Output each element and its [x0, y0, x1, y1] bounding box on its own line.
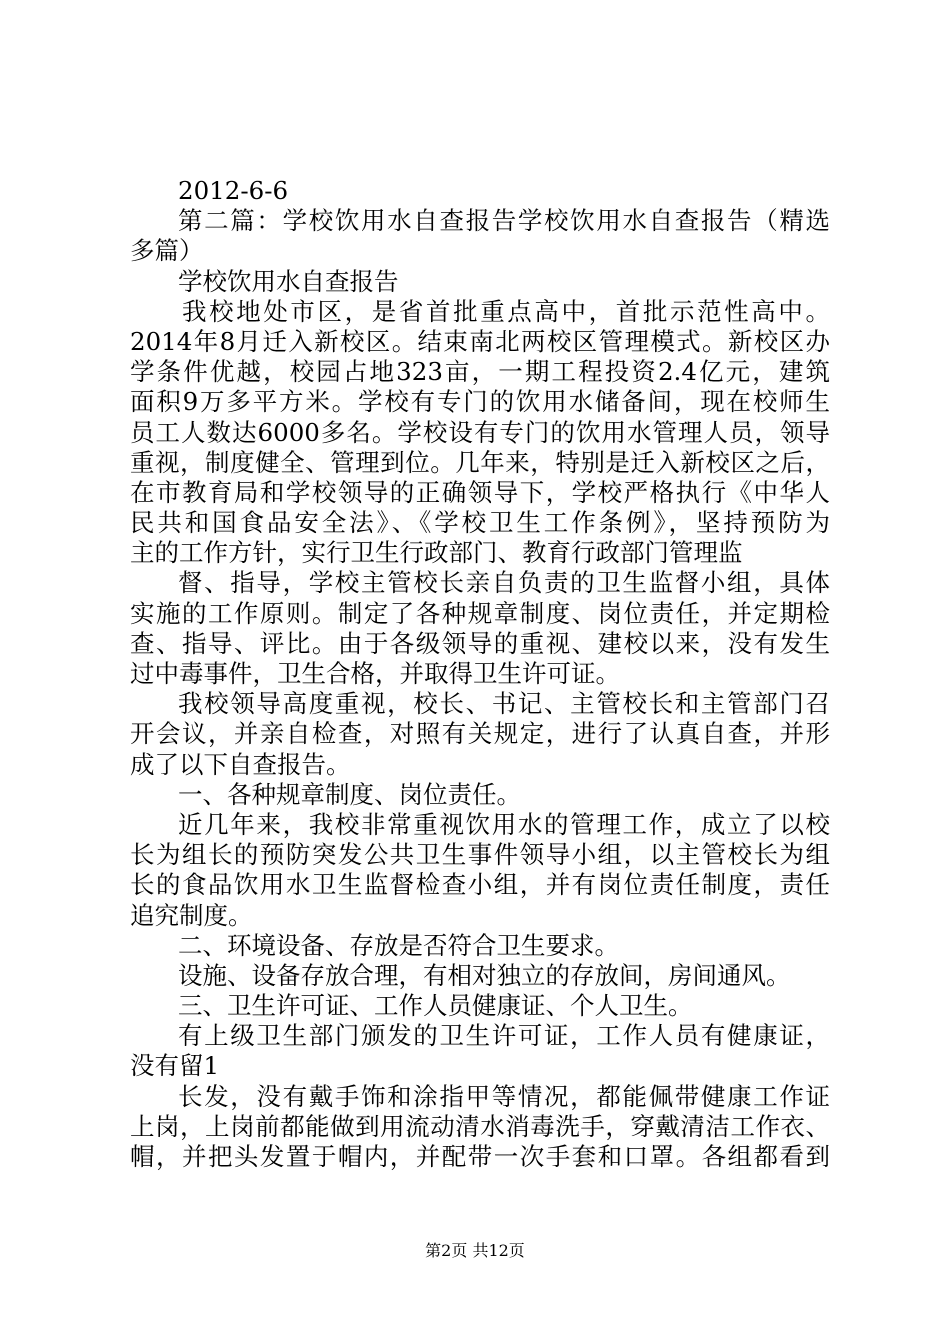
paragraph-line: 长发，没有戴手饰和涂指甲等情况，都能佩带健康工作证	[178, 1081, 830, 1111]
paragraph-line: 重视，制度健全、管理到位。几年来，特别是迁入新校区之后，	[130, 447, 830, 477]
heading-line: 三、卫生许可证、工作人员健康证、个人卫生。	[178, 991, 693, 1021]
paragraph-line: 近几年来，我校非常重视饮用水的管理工作，成立了以校	[178, 809, 830, 839]
paragraph-line: 实施的工作原则。制定了各种规章制度、岗位责任，并定期检	[130, 598, 830, 628]
paragraph-line: 帽，并把头发置于帽内，并配带一次手套和口罩。各组都看到	[130, 1142, 830, 1171]
paragraph-line: 长的食品饮用水卫生监督检查小组，并有岗位责任制度，责任	[130, 870, 830, 900]
section-title-line: 第二篇：学校饮用水自查报告学校饮用水自查报告（精选	[178, 206, 830, 236]
paragraph-line: 督、指导，学校主管校长亲自负责的卫生监督小组，具体	[178, 568, 830, 598]
heading-line: 一、各种规章制度、岗位责任。	[178, 779, 521, 809]
paragraph-line: 过中毒事件，卫生合格，并取得卫生许可证。	[130, 659, 620, 688]
paragraph-line: 成了以下自查报告。	[130, 749, 351, 779]
paragraph-line: 民共和国食品安全法》、《学校卫生工作条例》，坚持预防为	[130, 508, 830, 538]
paragraph-line: 长为组长的预防突发公共卫生事件领导小组，以主管校长为组	[130, 840, 830, 870]
paragraph-line: 学条件优越，校园占地323亩，一期工程投资2.4亿元，建筑	[130, 357, 830, 387]
paragraph-line: 主的工作方针，实行卫生行政部门、教育行政部门管理监	[130, 538, 743, 568]
paragraph-line: 没有留1	[130, 1051, 220, 1081]
paragraph-line: 设施、设备存放合理，有相对独立的存放间，房间通风。	[178, 960, 791, 990]
date-line: 2012-6-6	[178, 176, 289, 205]
document-body	[130, 176, 830, 1172]
page-footer: 第2页 共12页	[425, 1241, 525, 1260]
paragraph-line: 2014年8月迁入新校区。结束南北两校区管理模式。新校区办	[130, 326, 830, 356]
section-title-line: 多篇）	[130, 236, 204, 266]
paragraph-line: 上岗，上岗前都能做到用流动清水消毒洗手，穿戴清洁工作衣、	[130, 1111, 830, 1141]
paragraph-line: 在市教育局和学校领导的正确领导下，学校严格执行《中华人	[130, 477, 830, 507]
paragraph-line: 开会议，并亲自检查，对照有关规定，进行了认真自查，并形	[130, 719, 830, 749]
paragraph-line: 查、指导、评比。由于各级领导的重视、建校以来，没有发生	[130, 628, 830, 658]
report-title: 学校饮用水自查报告	[178, 266, 399, 296]
paragraph-line: 面积9万多平方米。学校有专门的饮用水储备间，现在校师生	[130, 387, 830, 417]
paragraph-line: 员工人数达6000多名。学校设有专门的饮用水管理人员，领导	[130, 417, 830, 447]
paragraph-line: 我校领导高度重视，校长、书记、主管校长和主管部门召	[178, 689, 830, 719]
paragraph-line: 追究制度。	[130, 900, 253, 930]
paragraph-line: 有上级卫生部门颁发的卫生许可证，工作人员有健康证，	[178, 1021, 830, 1051]
paragraph-line: 我校地处市区，是省首批重点高中，首批示范性高中。	[182, 296, 830, 326]
heading-line: 二、环境设备、存放是否符合卫生要求。	[178, 930, 619, 960]
